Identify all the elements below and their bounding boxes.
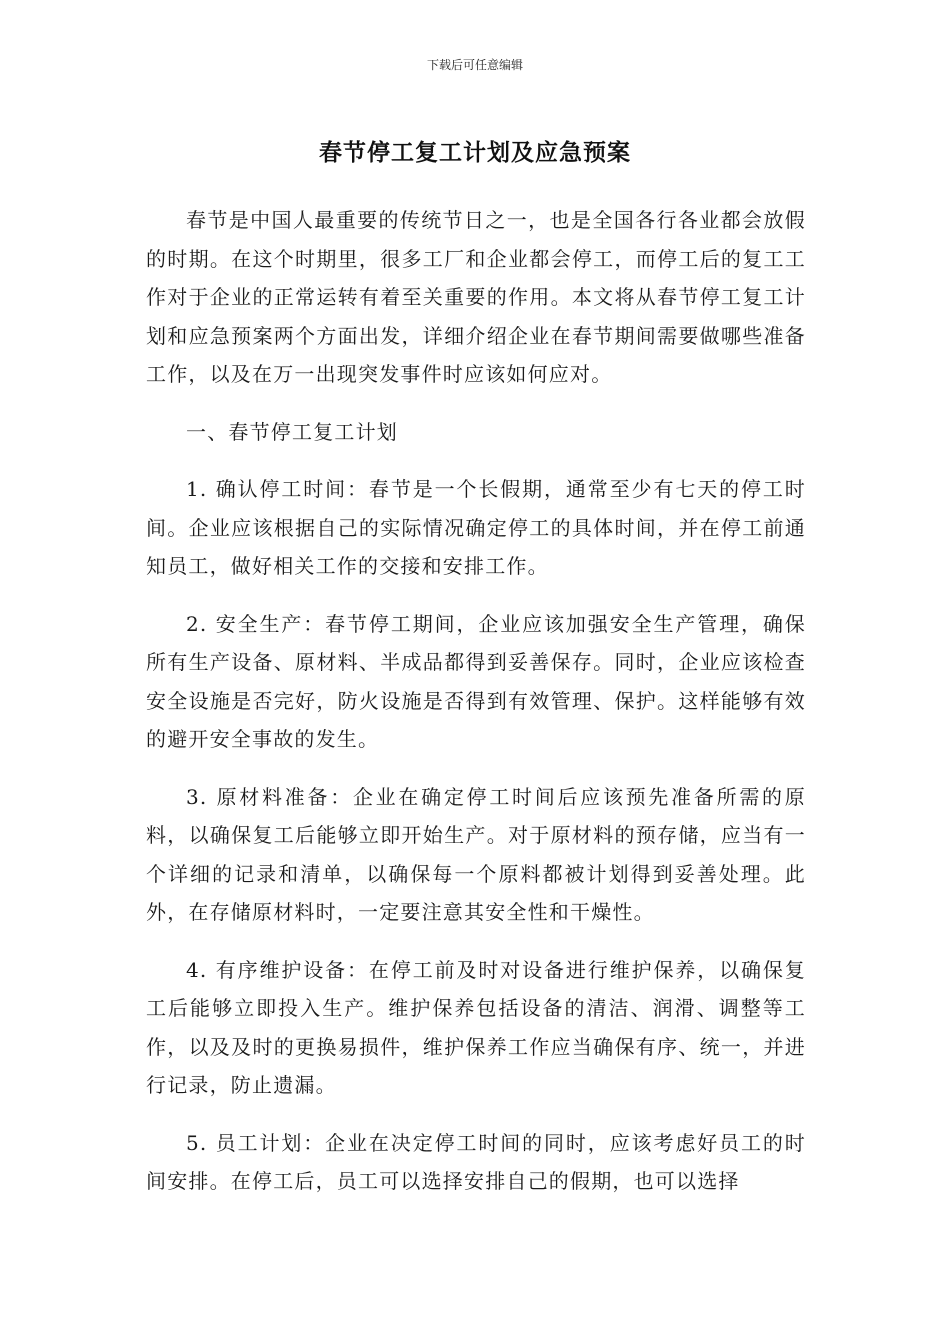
intro-paragraph: 春节是中国人最重要的传统节日之一，也是全国各行各业都会放假的时期。在这个时期里，很多工厂和企业都会停工，而停工后的复工工作对于企业的正常运转有着至关重要的作用。本文将从春节停工复工计划和应急预案两个方面出发，详细介绍企业在春节期间需要做哪些准备工作，以及在万一出现突发事件时应该如何应对。 bbox=[146, 208, 806, 386]
document-title: 春节停工复工计划及应急预案 bbox=[319, 140, 631, 166]
list-item: 3. 原材料准备：企业在确定停工时间后应该预先准备所需的原料，以确保复工后能够立即开始生产。对于原材料的预存储，应当有一个详细的记录和清单，以确保每一个原料都被计划得到妥善处理。此外，在存储原材料时，一定要注意其安全性和干燥性。 bbox=[146, 784, 806, 924]
list-item: 4. 有序维护设备：在停工前及时对设备进行维护保养，以确保复工后能够立即投入生产。维护保养包括设备的清洁、润滑、调整等工作，以及及时的更换易损件，维护保养工作应当确保有序、统一，并进行记录，防止遗漏。 bbox=[146, 957, 806, 1097]
list-item: 1. 确认停工时间：春节是一个长假期，通常至少有七天的停工时间。企业应该根据自己的实际情况确定停工的具体时间，并在停工前通知员工，做好相关工作的交接和安排工作。 bbox=[146, 477, 806, 578]
section-heading: 一、春节停工复工计划 bbox=[186, 419, 398, 444]
header-note: 下载后可任意编辑 bbox=[426, 58, 523, 72]
list-item: 5. 员工计划：企业在决定停工时间的同时，应该考虑好员工的时间安排。在停工后，员工可以选择安排自己的假期，也可以选择 bbox=[146, 1130, 806, 1193]
list-item: 2. 安全生产：春节停工期间，企业应该加强安全生产管理，确保所有生产设备、原材料、半成品都得到妥善保存。同时，企业应该检查安全设施是否完好，防火设施是否得到有效管理、保护。这样能够有效的避开安全事故的发生。 bbox=[146, 611, 806, 751]
document-body bbox=[146, 201, 806, 1220]
